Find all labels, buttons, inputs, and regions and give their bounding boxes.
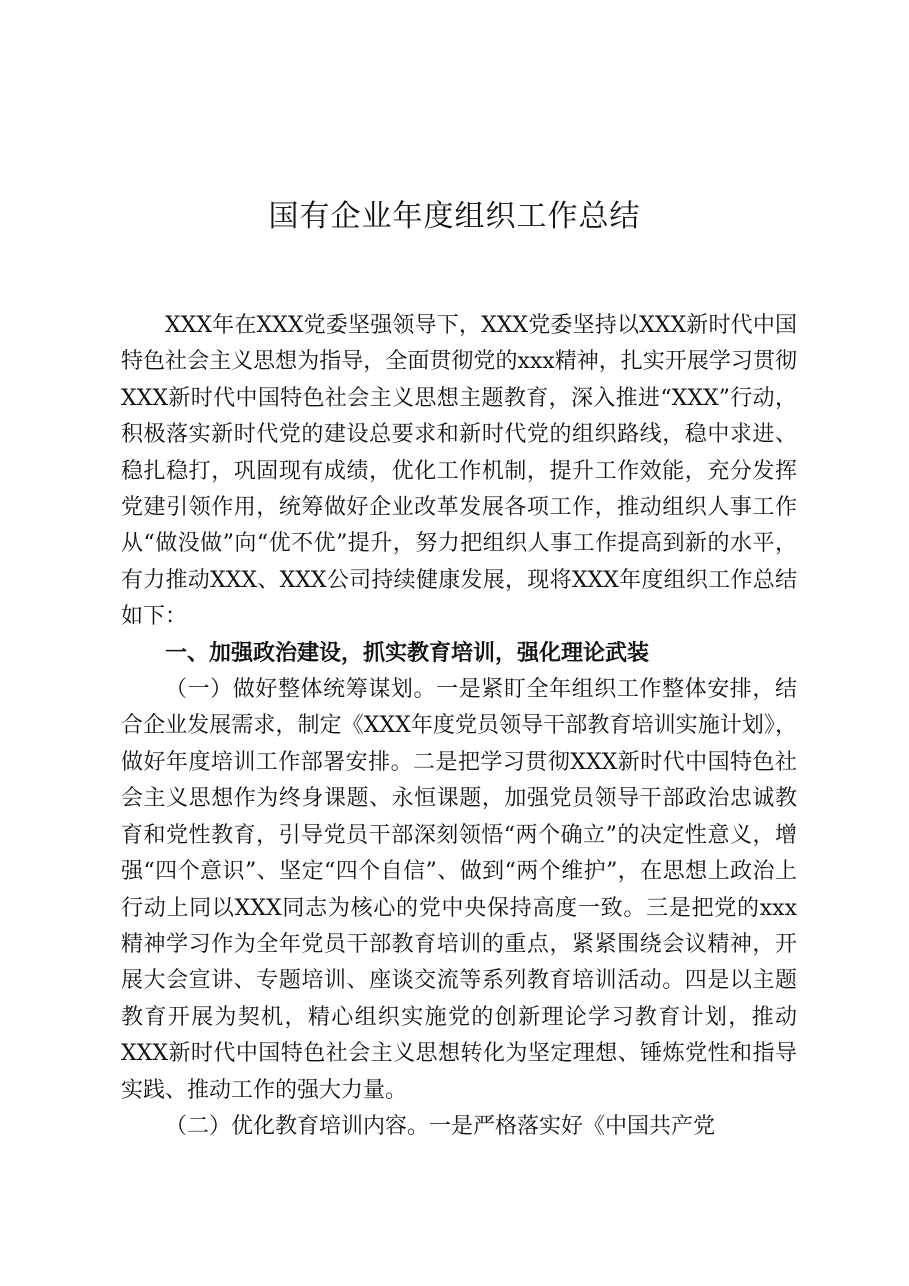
intro-paragraph: XXX年在XXX党委坚强领导下，XXX党委坚持以XXX新时代中国特色社会主义思想为指导，全面贯彻党的xxx精神，扎实开展学习贯彻XXX新时代中国特色社会主义思想主题教育，深入推进“XXX”行动，积极落实新时代党的建设总要求和新时代党的组织路线，稳中求进、稳扎稳打，巩固现有成绩，优化工作机制，提升工作效能，充分发挥党建引领作用，统筹做好企业改革发展各项工作，推动组织人事工作从“做没做”向“优不优”提升，努力把组织人事工作提高到新的水平，有力推动XXX、XXX公司持续健康发展，现将XXX年度组织工作总结如下： bbox=[121, 313, 797, 630]
document-body bbox=[121, 308, 797, 1145]
document-title: 国有企业年度组织工作总结 bbox=[268, 199, 641, 234]
body-paragraph: （一）做好整体统筹谋划。一是紧盯全年组织工作整体安排，结合企业发展需求，制定《XXX年度党员领导干部教育培训实施计划》，做好年度培训工作部署安排。二是把学习贯彻XXX新时代中国特色社会主义思想作为终身课题、永恒课题，加强党员领导干部政治忠诚教育和党性教育，引导党员干部深刻领悟“两个确立”的决定性意义，增强“四个意识”、坚定“四个自信”、做到“两个维护”，在思想上政治上行动上同以XXX同志为核心的党中央保持高度一致。三是把党的xxx精神学习作为全年党员干部教育培训的重点，紧紧围绕会议精神，开展大会宣讲、专题培训、座谈交流等系列教育培训活动。四是以主题教育开展为契机，精心组织实施党的创新理论学习教育计划，推动XXX新时代中国特色社会主义思想转化为坚定理想、锤炼党性和指导实践、推动工作的强大力量。 bbox=[121, 677, 797, 1103]
body-paragraph: （二）优化教育培训内容。一是严格落实好《中国共产党 bbox=[165, 1113, 716, 1139]
section-heading: 一、加强政治建设，抓实教育培训，强化理论武装 bbox=[165, 640, 650, 666]
